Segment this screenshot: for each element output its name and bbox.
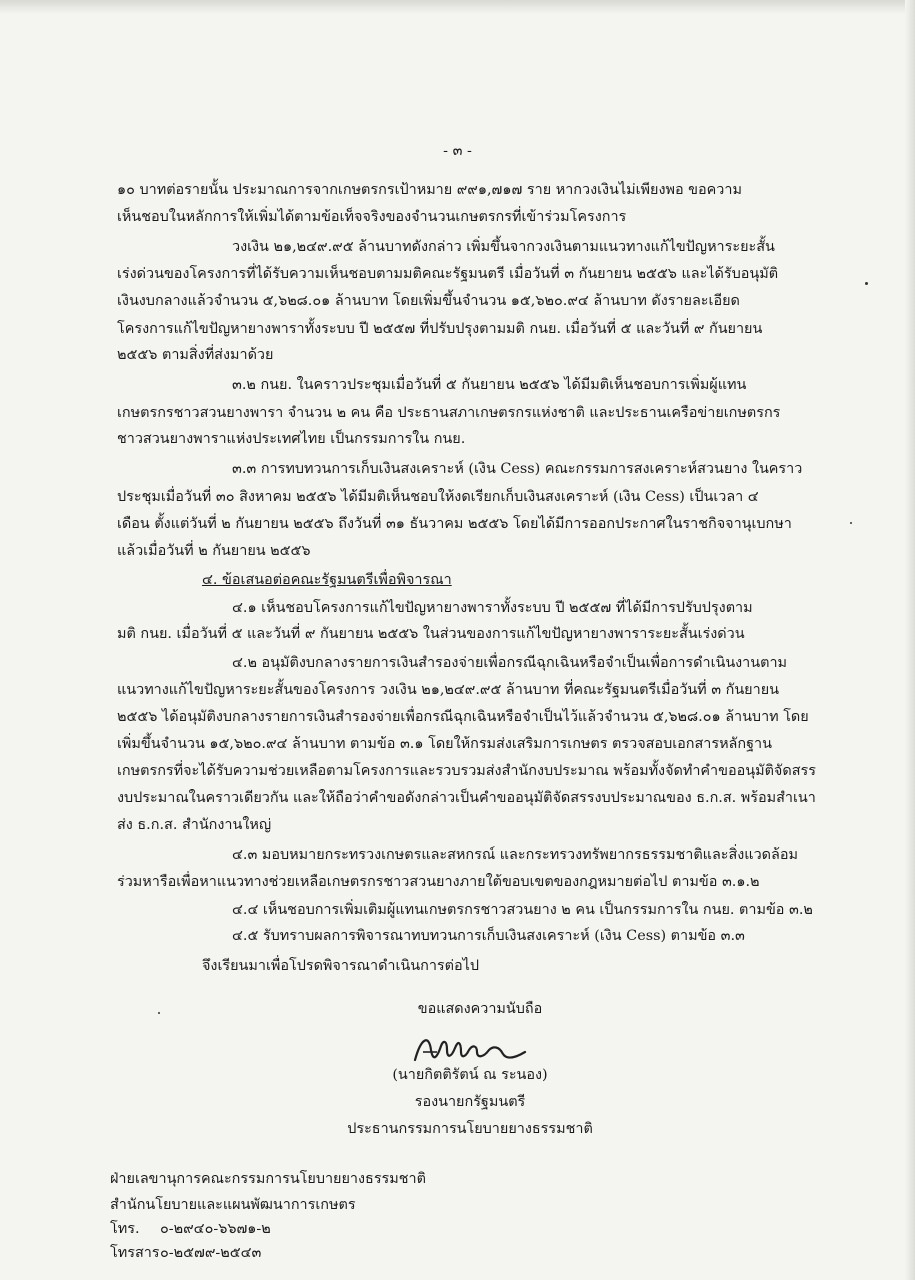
paragraph-line: เพิ่มขึ้นจำนวน ๑๕,๖๒๐.๙๔ ล้านบาท ตามข้อ ๓.๑ โดยให้กรมส่งเสริมการเกษตร ตรวจสอบเอกสารหลักฐาน xyxy=(117,736,772,752)
salutation: ขอแสดงความนับถือ xyxy=(417,1001,543,1017)
paragraph-line: ร่วมหารือเพื่อหาแนวทางช่วยเหลือเกษตรกรชาวสวนยางภายใต้ขอบเขตของกฎหมายต่อไป ตามข้อ ๓.๑.๒ xyxy=(117,874,760,890)
paragraph-line: ๔.๕ รับทราบผลการพิจารณาทบทวนการเก็บเงินสงเคราะห์ (เงิน Cess) ตามข้อ ๓.๓ xyxy=(232,928,745,944)
fax-number: ๐-๒๕๗๙-๒๕๔๓ xyxy=(160,1245,262,1261)
signatory-name: (นายกิตติรัตน์ ณ ระนอง) xyxy=(392,1067,548,1083)
paragraph-line: ๓.๓ การทบทวนการเก็บเงินสงเคราะห์ (เงิน Cess) คณะกรรมการสงเคราะห์สวนยาง ในคราว xyxy=(232,461,803,477)
paragraph-line: แนวทางแก้ไขปัญหาระยะสั้นของโครงการ วงเงิน ๒๑,๒๔๙.๙๕ ล้านบาท ที่คณะรัฐมนตรีเมื่อวันที่ ๓ กันยายน xyxy=(117,682,779,698)
scan-speck xyxy=(850,522,852,524)
paragraph-line: ๑๐ บาทต่อรายนั้น ประมาณการจากเกษตรกรเป้าหมาย ๙๙๑,๗๑๗ ราย หากวงเงินไม่เพียงพอ ขอความ xyxy=(117,182,742,198)
section-heading: ๔. ข้อเสนอต่อคณะรัฐมนตรีเพื่อพิจารณา xyxy=(202,572,452,588)
office-line: ฝ่ายเลขานุการคณะกรรมการนโยบายยางธรรมชาติ xyxy=(110,1171,426,1187)
paragraph-line: ประชุมเมื่อวันที่ ๓๐ สิงหาคม ๒๕๕๖ ได้มีมติเห็นชอบให้งดเรียกเก็บเงินสงเคราะห์ (เงิน Cess) เป็นเวลา ๔ xyxy=(117,489,759,505)
paragraph-line: ๔.๒ อนุมัติงบกลางรายการเงินสำรองจ่ายเพื่อกรณีฉุกเฉินหรือจำเป็นเพื่อการดำเนินงานตาม xyxy=(232,655,788,671)
paragraph-line: ๒๕๕๖ ได้อนุมัติงบกลางรายการเงินสำรองจ่ายเพื่อกรณีฉุกเฉินหรือจำเป็นไว้แล้วจำนวน ๕,๖๒๘.๐๑ ล้านบาท โดย xyxy=(117,709,809,725)
paragraph-line: ๒๕๕๖ ตามสิ่งที่ส่งมาด้วย xyxy=(117,347,274,363)
paragraph-line: ๔.๓ มอบหมายกระทรวงเกษตรและสหกรณ์ และกระทรวงทรัพยากรธรรมชาติและสิ่งแวดล้อม xyxy=(232,847,798,863)
page-number: - ๓ - xyxy=(443,143,472,159)
paragraph-line: แล้วเมื่อวันที่ ๒ กันยายน ๒๕๕๖ xyxy=(117,543,311,559)
tel-number: ๐-๒๙๔๐-๖๖๗๑-๒ xyxy=(160,1221,271,1237)
paragraph-line: เกษตรกรชาวสวนยางพารา จำนวน ๒ คน คือ ประธานสภาเกษตรกรแห่งชาติ และประธานเครือข่ายเกษตรกร xyxy=(117,405,781,421)
paragraph-line: ๓.๒ กนย. ในคราวประชุมเมื่อวันที่ ๕ กันยายน ๒๕๕๖ ได้มีมติเห็นชอบการเพิ่มผู้แทน xyxy=(232,377,747,393)
fax-label: โทรสาร xyxy=(110,1245,160,1261)
closing-line: จึงเรียนมาเพื่อโปรดพิจารณาดำเนินการต่อไป xyxy=(202,958,479,974)
scan-edge-top xyxy=(0,0,915,14)
handwritten-signature xyxy=(403,1028,553,1068)
scan-speck xyxy=(865,282,868,285)
signatory-title: ประธานกรรมการนโยบายยางธรรมชาติ xyxy=(347,1121,593,1137)
office-line: สำนักนโยบายและแผนพัฒนาการเกษตร xyxy=(110,1197,356,1213)
paragraph-line: ๔.๑ เห็นชอบโครงการแก้ไขปัญหายางพาราทั้งระบบ ปี ๒๕๕๗ ที่ได้มีการปรับปรุงตาม xyxy=(232,600,753,616)
paragraph-line: เห็นชอบในหลักการให้เพิ่มได้ตามข้อเท็จจริงของจำนวนเกษตรกรที่เข้าร่วมโครงการ xyxy=(117,209,627,225)
paragraph-line: ชาวสวนยางพาราแห่งประเทศไทย เป็นกรรมการใน กนย. xyxy=(117,431,466,447)
paragraph-line: ส่ง ธ.ก.ส. สำนักงานใหญ่ xyxy=(117,817,272,833)
scan-speck xyxy=(158,1012,160,1014)
scan-edge-right xyxy=(905,0,915,1280)
paragraph-line: เงินงบกลางแล้วจำนวน ๕,๖๒๘.๐๑ ล้านบาท โดยเพิ่มขึ้นจำนวน ๑๕,๖๒๐.๙๔ ล้านบาท ดังรายละเอียด xyxy=(117,293,740,309)
paragraph-line: เร่งด่วนของโครงการที่ได้รับความเห็นชอบตามมติคณะรัฐมนตรี เมื่อวันที่ ๓ กันยายน ๒๕๕๖ และได้รับอนุมัติ xyxy=(117,266,779,282)
paragraph-line: ๔.๔ เห็นชอบการเพิ่มเติมผู้แทนเกษตรกรชาวสวนยาง ๒ คน เป็นกรรมการใน กนย. ตามข้อ ๓.๒ xyxy=(232,902,813,918)
tel-label: โทร. xyxy=(110,1221,140,1237)
paragraph-line: โครงการแก้ไขปัญหายางพาราทั้งระบบ ปี ๒๕๕๗ ที่ปรับปรุงตามมติ กนย. เมื่อวันที่ ๕ และวันที่ ๙ กันยายน xyxy=(117,321,763,337)
paragraph-line: งบประมาณในคราวเดียวกัน และให้ถือว่าคำขอดังกล่าวเป็นคำขออนุมัติจัดสรรงบประมาณของ ธ.ก.ส. พร้อมสำเนา xyxy=(117,790,816,806)
paragraph-line: มติ กนย. เมื่อวันที่ ๕ และวันที่ ๙ กันยายน ๒๕๕๖ ในส่วนของการแก้ไขปัญหายางพาราระยะสั้นเร่งด่วน xyxy=(117,626,745,642)
signatory-title: รองนายกรัฐมนตรี xyxy=(414,1094,526,1110)
paragraph-line: เกษตรกรที่จะได้รับความช่วยเหลือตามโครงการและรวบรวมส่งสำนักงบประมาณ พร้อมทั้งจัดทำคำขออนุมัติจัดสรร xyxy=(117,763,816,779)
paragraph-line: เดือน ตั้งแต่วันที่ ๒ กันยายน ๒๕๕๖ ถึงวันที่ ๓๑ ธันวาคม ๒๕๕๖ โดยได้มีการออกประกาศในราชกิจจานุเบกษา xyxy=(117,516,792,532)
paragraph-line: วงเงิน ๒๑,๒๔๙.๙๕ ล้านบาทดังกล่าว เพิ่มขึ้นจากวงเงินตามแนวทางแก้ไขปัญหาระยะสั้น xyxy=(232,239,775,255)
